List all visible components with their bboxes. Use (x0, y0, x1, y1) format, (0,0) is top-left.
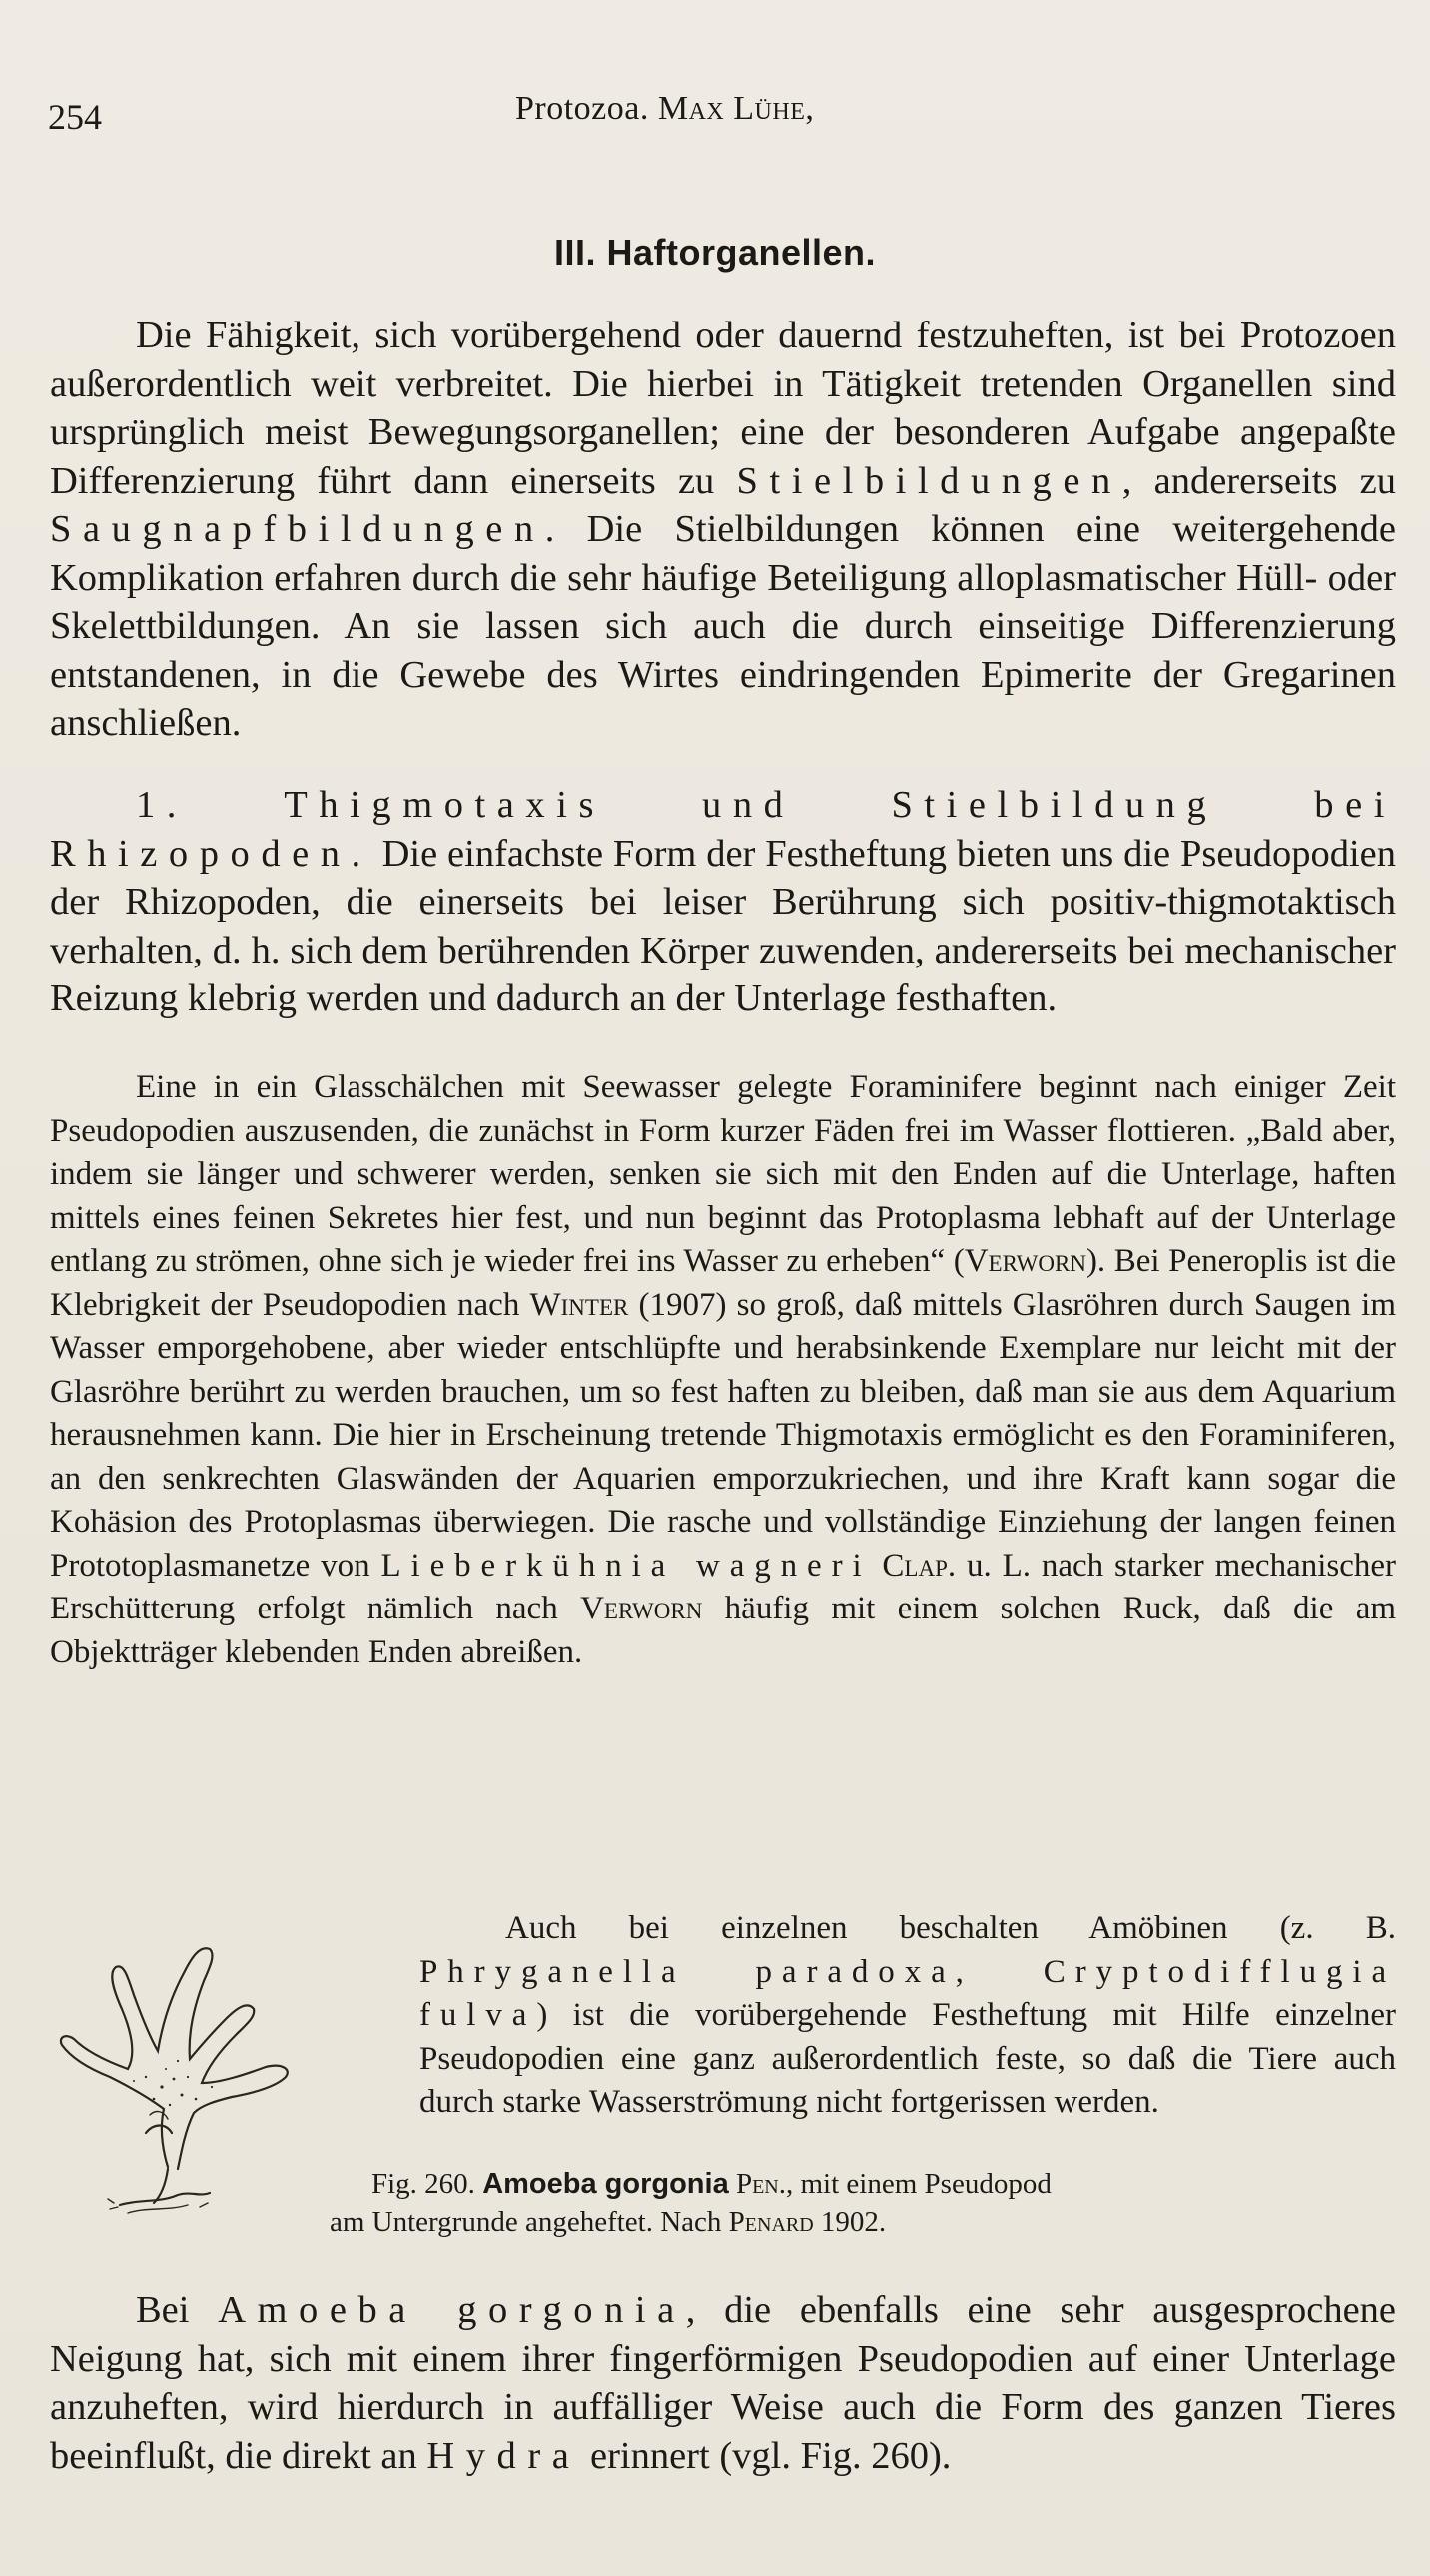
figure-species-name: Amoeba gorgonia (482, 2168, 729, 2200)
paragraph-intro-end: . Die Stielbildungen können eine weitergehende Komplikation erfahren durch die sehr häufige Beteiligung alloplasmatischer Hüll- oder Skelettbildungen. An sie lassen sich auch die durch einseitige Differenzierung entstandenen, in die Gewebe des Wirtes eindringenden Epimerite der Gregarinen anschließen. (50, 508, 1396, 744)
term-stielbildungen: Stielbildungen (736, 459, 1122, 502)
running-head-author: Max Lühe, (657, 90, 815, 127)
paragraph-foraminifere-d: u. L. nach starker mechanischer Erschütterung erfolgt nämlich nach (50, 1547, 1397, 1626)
figure-caption-line2 (330, 2203, 1396, 2241)
page-number: 254 (48, 97, 102, 137)
author-verworn-1: Verworn (964, 1243, 1086, 1279)
running-head-title: Protozoa. (515, 90, 649, 127)
author-winter: Winter (529, 1286, 629, 1323)
paragraph-intro (50, 312, 1396, 748)
paragraph-intro-text: Die Fähigkeit, sich vorübergehend oder dauernd festzuheften, ist bei Protozoen außerordentlich weit verbreitet. Die hierbei in Tätigkeit tretenden Organellen sind ursprünglich meist Bewegungsorganellen; eine der besonderen Aufgabe angepaßte Differenzierung führt dann einerseits zu (50, 315, 1396, 502)
paragraph-foraminifere-e: häufig mit einem solchen Ruck, daß die am Objektträger klebenden Enden abreißen. (50, 1591, 1397, 1670)
figure-caption-author: Penard (728, 2206, 814, 2238)
paragraph-foraminifere-c: (1907) so groß, daß mittels Glasröhren durch Saugen im Wasser emporgehobene, aber wieder entschlüpfte und herabsinkende Exemplare nur leicht mit der Glasröhre berührt zu werden brauchen, um so fest haften zu bleiben, daß man sie aus dem Aquarium herausnehmen kann. Die hier in Erscheinung tretende Thigmotaxis ermöglicht es den Foraminiferen, an den senkrechten Glaswänden der Aquarien emporzukriechen, und ihre Kraft kann sogar die Kohäsion des Protoplasmas überwiegen. Die rasche und vollständige Einziehung der langen feinen Prototoplasmanetze von (50, 1286, 1397, 1584)
paragraph-thigmotaxis-text: Die einfachste Form der Festheftung bieten uns die Pseudopodien der Rhizopoden, die einerseits bei leiser Berührung sich positiv-thigmotaktisch verhalten, d. h. sich dem berührenden Körper zuwenden, andererseits bei mechanischer Reizung klebrig werden und dadurch an der Unterlage festhaften. (50, 832, 1396, 1019)
figure-species-author: Pen., (735, 2168, 794, 2200)
paragraph-gorgonia-b: , die ebenfalls eine sehr ausgesprochene Neigung hat, sich mit einem ihrer fingerförmigen Pseudopodien auf einer Unterlage anzuheften, wird hierdurch in auffälliger Weise auch die Form des ganzen Tieres beeinflußt, die direkt an (50, 2289, 1396, 2477)
figure-caption (330, 2165, 1396, 2241)
paragraph-foraminifere-a: Eine in ein Glasschälchen mit Seewasser gelegte Foraminifere beginnt nach einiger Zeit Pseudopodien auszusenden, die zunächst in Form kurzer Fäden frei im Wasser flottieren. „Bald aber, indem sie länger und schwerer werden, senken sie sich mit den Enden auf die Unterlage, haften mittels eines feinen Sekretes hier fest, und nun beginnt das Protoplasma lebhaft auf der Unterlage entlang zu strömen, ohne sich je wieder frei ins Wasser zu erheben“ ( (50, 1069, 1396, 1279)
species-lieberkuehnia: Lieberkühnia wagneri (380, 1547, 872, 1584)
amoeba-gorgonia-figure (50, 1937, 310, 2227)
paragraph-foraminifere (50, 1066, 1396, 1674)
genus-hydra: Hydra (426, 2434, 581, 2477)
figure-caption-line2-text: am Untergrunde angeheftet. Nach (330, 2206, 722, 2238)
figure-caption-rest: mit einem Pseudopod (800, 2168, 1052, 2200)
subsection-heading: 1. Thigmotaxis und Stielbildung bei Rhizopoden. (50, 784, 1396, 875)
paragraph-amoebinen-a: Auch bei einzelnen beschalten Amöbinen (z. B. (505, 1910, 1396, 1946)
author-clap: Clap. (882, 1547, 957, 1584)
paragraph-gorgonia-c: erinnert (vgl. Fig. 260). (589, 2434, 952, 2477)
species-phryganella: Phryganella paradoxa, Cryptodifflugia fulva (419, 1953, 1396, 2033)
page-header (48, 88, 1370, 138)
paragraph-thigmotaxis (50, 781, 1396, 1023)
paragraph-amoebinen-b: ) ist die vorübergehende Festheftung mit Hilfe einzelner Pseudopodien eine ganz außerordentlich feste, so daß die Tiere auch durch starke Wasserströmung nicht fortgerissen werden. (419, 1997, 1396, 2120)
paragraph-amoebinen (419, 1907, 1396, 2125)
paragraph-gorgonia (50, 2286, 1396, 2480)
paragraph-intro-mid: , andererseits zu (1121, 459, 1396, 502)
figure-caption-year: 1902. (820, 2206, 887, 2238)
species-amoeba-gorgonia: Amoeba gorgonia (218, 2289, 686, 2331)
section-title: III. Haftorganellen. (553, 232, 877, 273)
paragraph-foraminifere-b: ). Bei Peneroplis ist die Klebrigkeit der Pseudopodien nach (50, 1243, 1396, 1323)
term-saugnapfbildungen: Saugnapfbildungen (50, 508, 545, 550)
author-verworn-2: Verworn (580, 1591, 703, 1626)
figure-label: Fig. 260. (371, 2168, 475, 2200)
running-head (515, 90, 814, 128)
paragraph-gorgonia-a: Bei (136, 2289, 190, 2331)
